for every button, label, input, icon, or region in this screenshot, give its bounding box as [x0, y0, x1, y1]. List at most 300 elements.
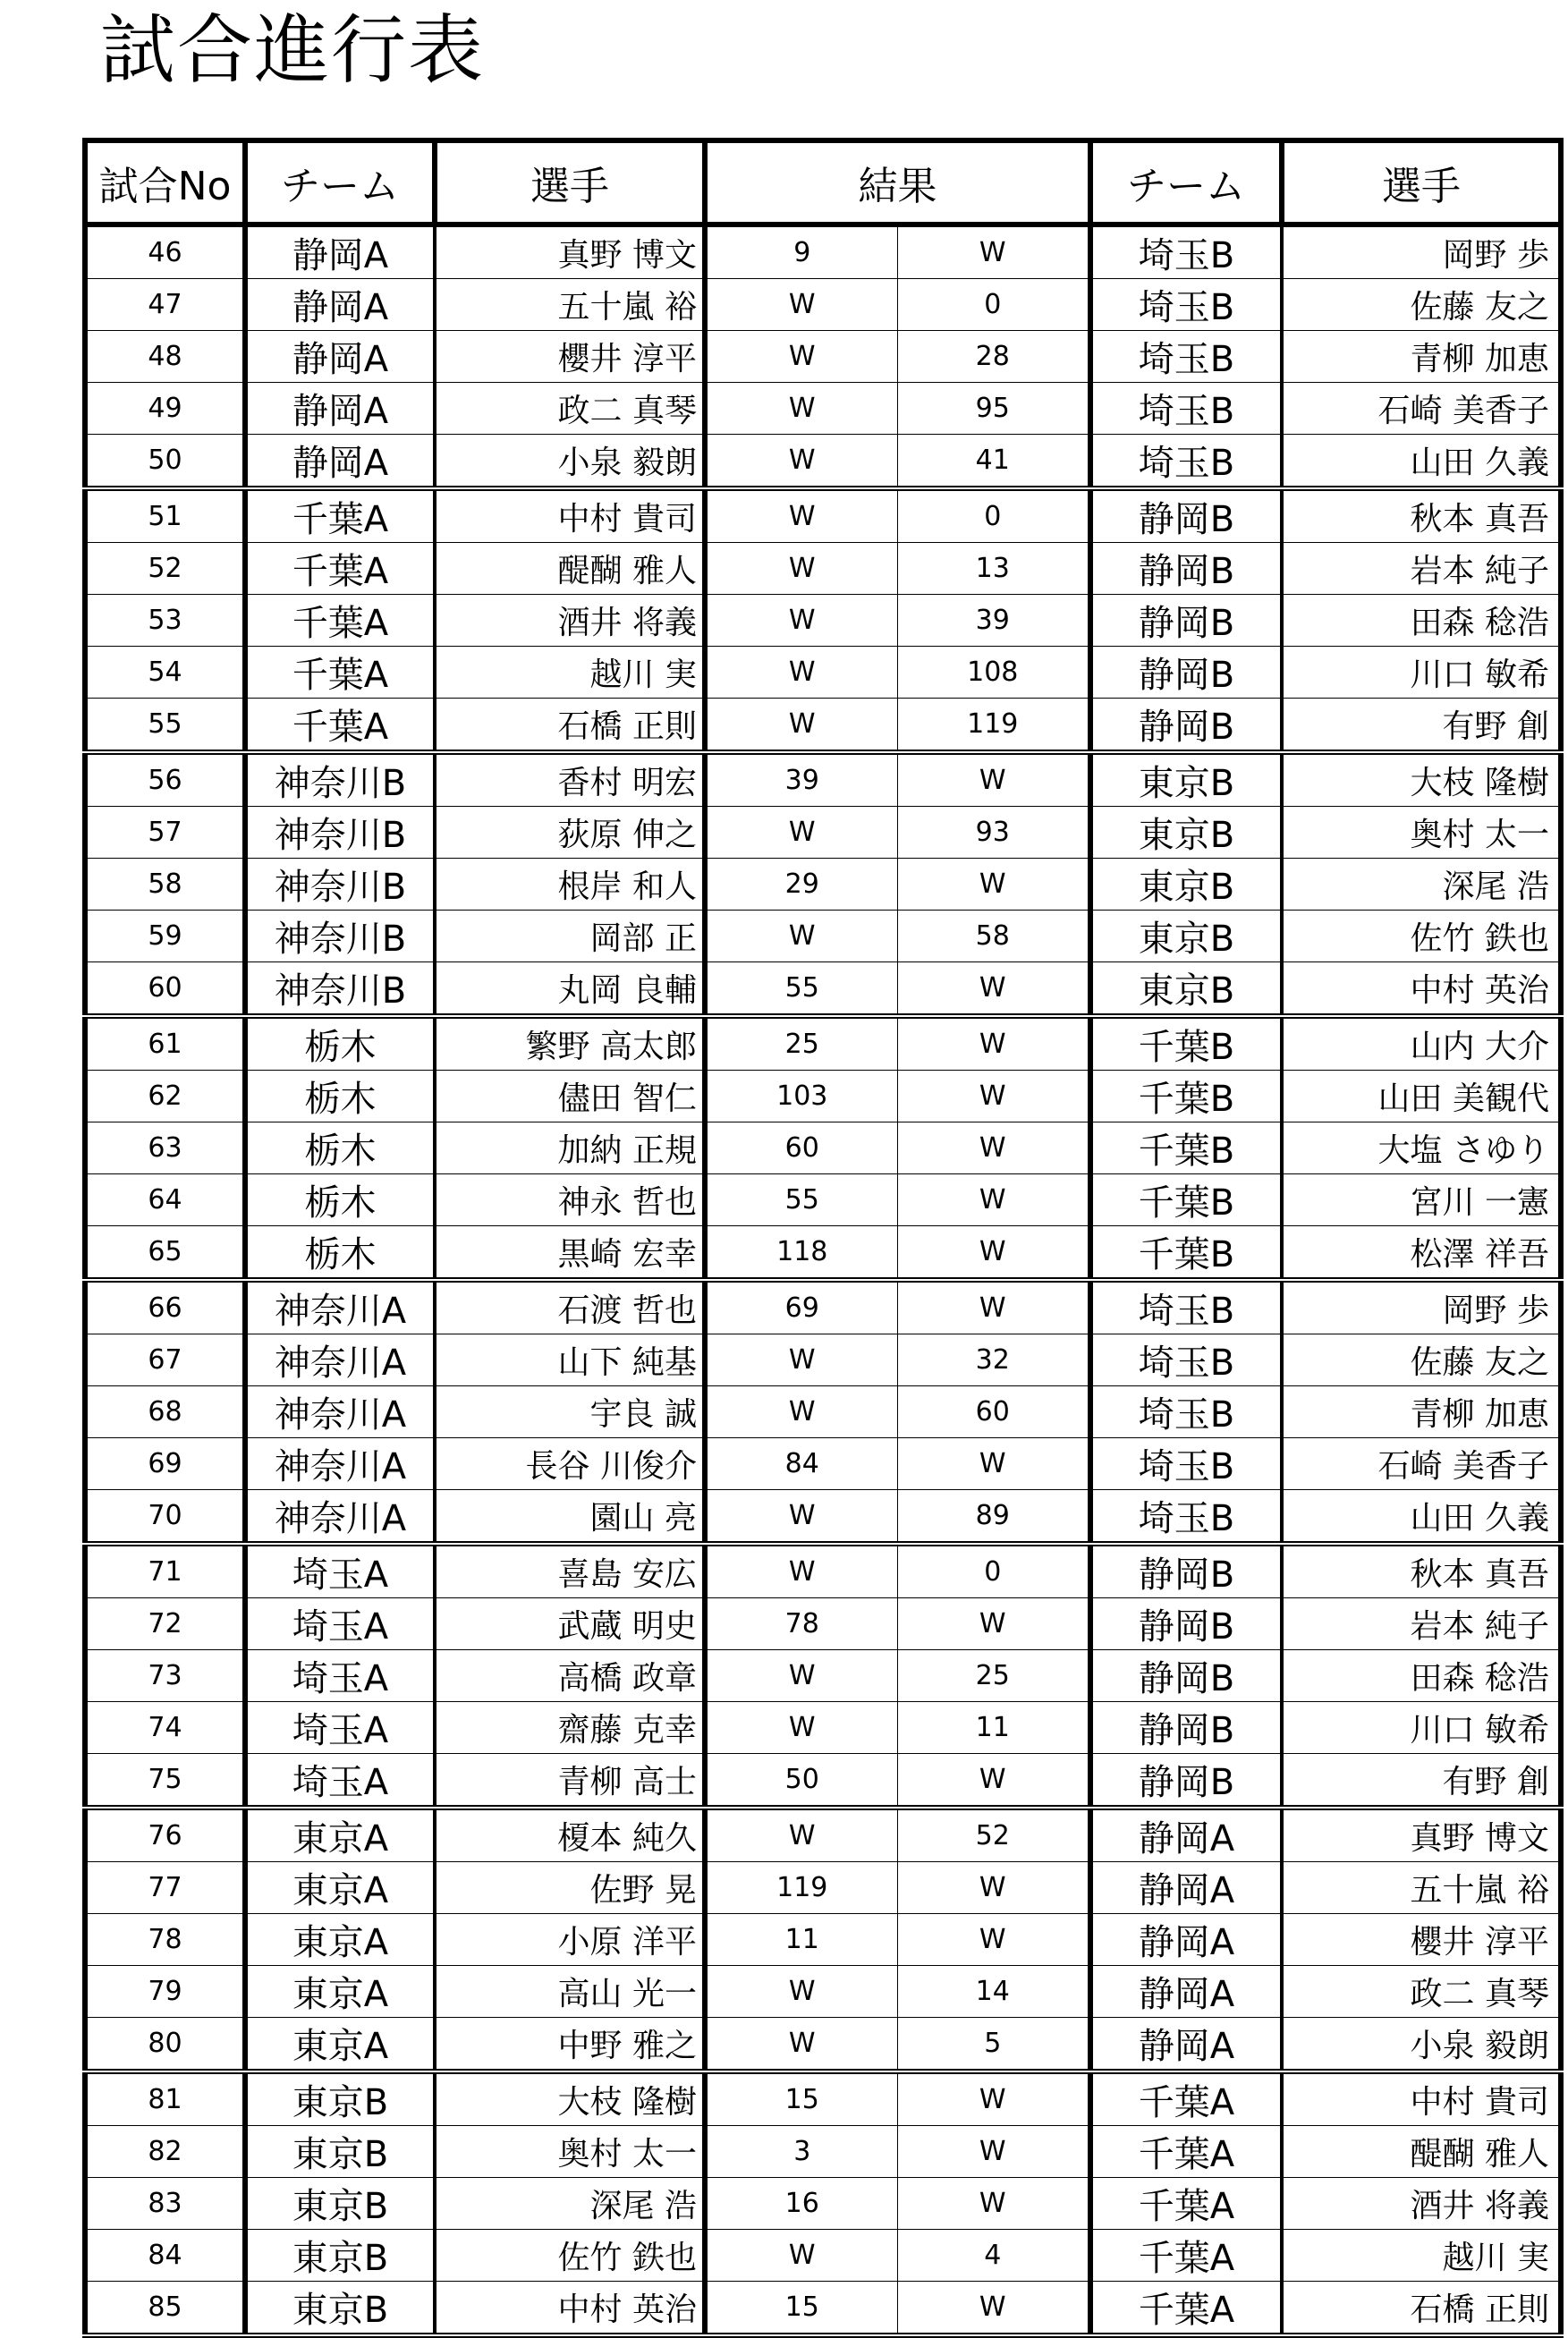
score-a-cell: 118: [705, 1226, 897, 1281]
team-a-cell: 東京A: [245, 1914, 435, 1966]
player-a-cell: 大枝 隆樹: [435, 2071, 705, 2126]
table-row: [85, 2230, 1561, 2282]
match-no-cell: 80: [85, 2018, 245, 2072]
score-a-cell: 29: [705, 859, 897, 911]
match-no-cell: 83: [85, 2178, 245, 2230]
match-no-cell: 73: [85, 1650, 245, 1702]
match-no-cell: 54: [85, 647, 245, 699]
table-row: [85, 435, 1561, 489]
team-b-cell: 静岡A: [1090, 1862, 1282, 1914]
player-a-cell: 山下 純基: [435, 1334, 705, 1386]
team-a-cell: 神奈川B: [245, 911, 435, 962]
player-a-cell: 繁野 高太郎: [435, 1016, 705, 1071]
team-b-cell: 静岡B: [1090, 699, 1282, 753]
player-a-cell: 高橋 政章: [435, 1650, 705, 1702]
table-row: [85, 279, 1561, 331]
player-a-cell: 深尾 浩: [435, 2178, 705, 2230]
match-no-cell: 68: [85, 1386, 245, 1438]
player-b-cell: 真野 博文: [1282, 1808, 1561, 1862]
team-a-cell: 千葉A: [245, 543, 435, 595]
team-b-cell: 千葉A: [1090, 2126, 1282, 2178]
team-a-cell: 東京B: [245, 2230, 435, 2282]
player-b-cell: 松澤 祥吾: [1282, 1226, 1561, 1281]
table-row: [85, 647, 1561, 699]
player-b-cell: 醍醐 雅人: [1282, 2126, 1561, 2178]
team-b-cell: 千葉B: [1090, 1122, 1282, 1174]
table-row: [85, 2071, 1561, 2126]
player-a-cell: 奥村 太一: [435, 2126, 705, 2178]
score-b-cell: 25: [897, 1650, 1090, 1702]
player-a-cell: 儘田 智仁: [435, 1071, 705, 1122]
match-no-cell: 77: [85, 1862, 245, 1914]
player-b-cell: 山田 久義: [1282, 1490, 1561, 1545]
player-b-cell: 佐竹 鉄也: [1282, 911, 1561, 962]
score-b-cell: 52: [897, 1808, 1090, 1862]
player-a-cell: 櫻井 淳平: [435, 331, 705, 383]
player-a-cell: 榎本 純久: [435, 1808, 705, 1862]
table-row: [85, 1280, 1561, 1334]
score-a-cell: 39: [705, 752, 897, 807]
team-a-cell: 神奈川B: [245, 859, 435, 911]
score-a-cell: W: [705, 488, 897, 543]
team-a-cell: 静岡A: [245, 224, 435, 279]
player-a-cell: 高山 光一: [435, 1966, 705, 2018]
score-a-cell: W: [705, 2018, 897, 2072]
team-b-cell: 埼玉B: [1090, 1438, 1282, 1490]
score-b-cell: 28: [897, 331, 1090, 383]
player-a-cell: 中野 雅之: [435, 2018, 705, 2072]
player-b-cell: 政二 真琴: [1282, 1966, 1561, 2018]
score-a-cell: 103: [705, 1071, 897, 1122]
team-b-cell: 千葉B: [1090, 1226, 1282, 1281]
score-a-cell: W: [705, 1334, 897, 1386]
table-row: [85, 2018, 1561, 2072]
table-row: [85, 1071, 1561, 1122]
team-a-cell: 埼玉A: [245, 1544, 435, 1598]
team-a-cell: 神奈川A: [245, 1438, 435, 1490]
team-a-cell: 東京A: [245, 1808, 435, 1862]
score-a-cell: W: [705, 1650, 897, 1702]
table-row: [85, 2126, 1561, 2178]
header-player-a: 選手: [435, 140, 705, 224]
score-b-cell: 58: [897, 911, 1090, 962]
team-a-cell: 東京A: [245, 1966, 435, 2018]
score-b-cell: W: [897, 1016, 1090, 1071]
player-a-cell: 宇良 誠: [435, 1386, 705, 1438]
table-row: [85, 595, 1561, 647]
team-a-cell: 東京B: [245, 2126, 435, 2178]
team-b-cell: 埼玉B: [1090, 224, 1282, 279]
player-b-cell: 秋本 真吾: [1282, 488, 1561, 543]
table-row: [85, 1016, 1561, 1071]
player-b-cell: 岡野 歩: [1282, 1280, 1561, 1334]
score-b-cell: 39: [897, 595, 1090, 647]
table-row: [85, 1386, 1561, 1438]
team-a-cell: 神奈川A: [245, 1490, 435, 1545]
table-row: [85, 1122, 1561, 1174]
player-a-cell: 越川 実: [435, 647, 705, 699]
match-no-cell: 51: [85, 488, 245, 543]
team-b-cell: 埼玉B: [1090, 435, 1282, 489]
team-a-cell: 神奈川B: [245, 807, 435, 859]
score-b-cell: W: [897, 2071, 1090, 2126]
player-a-cell: 長谷 川俊介: [435, 1438, 705, 1490]
score-b-cell: W: [897, 1598, 1090, 1650]
score-b-cell: W: [897, 224, 1090, 279]
score-b-cell: W: [897, 962, 1090, 1017]
score-b-cell: 119: [897, 699, 1090, 753]
match-no-cell: 58: [85, 859, 245, 911]
score-a-cell: 11: [705, 1914, 897, 1966]
team-a-cell: 栃木: [245, 1174, 435, 1226]
team-b-cell: 静岡B: [1090, 543, 1282, 595]
score-a-cell: 50: [705, 1754, 897, 1809]
player-a-cell: 政二 真琴: [435, 383, 705, 435]
player-a-cell: 園山 亮: [435, 1490, 705, 1545]
score-b-cell: 41: [897, 435, 1090, 489]
team-a-cell: 東京B: [245, 2178, 435, 2230]
team-b-cell: 静岡A: [1090, 2018, 1282, 2072]
match-no-cell: 82: [85, 2126, 245, 2178]
match-no-cell: 56: [85, 752, 245, 807]
team-b-cell: 東京B: [1090, 752, 1282, 807]
score-a-cell: W: [705, 1808, 897, 1862]
table-row: [85, 1174, 1561, 1226]
table-row: [85, 859, 1561, 911]
player-b-cell: 川口 敏希: [1282, 1702, 1561, 1754]
player-a-cell: 根岸 和人: [435, 859, 705, 911]
page-title: 試合進行表: [100, 6, 486, 94]
team-a-cell: 埼玉A: [245, 1702, 435, 1754]
score-b-cell: W: [897, 752, 1090, 807]
score-b-cell: W: [897, 859, 1090, 911]
header-result: 結果: [705, 140, 1090, 224]
team-b-cell: 千葉A: [1090, 2230, 1282, 2282]
player-a-cell: 中村 貴司: [435, 488, 705, 543]
score-b-cell: 60: [897, 1386, 1090, 1438]
team-b-cell: 千葉A: [1090, 2178, 1282, 2230]
score-a-cell: 55: [705, 1174, 897, 1226]
score-b-cell: W: [897, 2178, 1090, 2230]
team-b-cell: 静岡B: [1090, 595, 1282, 647]
team-b-cell: 静岡B: [1090, 1544, 1282, 1598]
score-b-cell: 5: [897, 2018, 1090, 2072]
table-row: [85, 1598, 1561, 1650]
match-no-cell: 60: [85, 962, 245, 1017]
team-b-cell: 埼玉B: [1090, 1280, 1282, 1334]
team-a-cell: 神奈川A: [245, 1386, 435, 1438]
score-a-cell: 25: [705, 1016, 897, 1071]
table-row: [85, 1966, 1561, 2018]
table-row: [85, 1702, 1561, 1754]
match-no-cell: 50: [85, 435, 245, 489]
match-no-cell: 52: [85, 543, 245, 595]
team-a-cell: 静岡A: [245, 435, 435, 489]
score-b-cell: W: [897, 1122, 1090, 1174]
team-a-cell: 東京B: [245, 2071, 435, 2126]
match-no-cell: 49: [85, 383, 245, 435]
score-b-cell: 14: [897, 1966, 1090, 2018]
match-no-cell: 62: [85, 1071, 245, 1122]
player-b-cell: 川口 敏希: [1282, 647, 1561, 699]
table-row: [85, 2178, 1561, 2230]
player-a-cell: 神永 哲也: [435, 1174, 705, 1226]
team-a-cell: 栃木: [245, 1122, 435, 1174]
match-no-cell: 81: [85, 2071, 245, 2126]
player-a-cell: 佐野 晃: [435, 1862, 705, 1914]
header-team-b: チーム: [1090, 140, 1282, 224]
table-row: [85, 1808, 1561, 1862]
player-b-cell: 石橋 正則: [1282, 2282, 1561, 2336]
team-a-cell: 東京B: [245, 2282, 435, 2336]
player-b-cell: 中村 英治: [1282, 962, 1561, 1017]
score-b-cell: 11: [897, 1702, 1090, 1754]
table-row: [85, 1226, 1561, 1281]
score-a-cell: 9: [705, 224, 897, 279]
team-b-cell: 千葉A: [1090, 2282, 1282, 2336]
match-no-cell: 71: [85, 1544, 245, 1598]
team-b-cell: 埼玉B: [1090, 1334, 1282, 1386]
score-a-cell: W: [705, 1966, 897, 2018]
player-b-cell: 石崎 美香子: [1282, 1438, 1561, 1490]
score-b-cell: 0: [897, 488, 1090, 543]
score-a-cell: W: [705, 1386, 897, 1438]
match-no-cell: 48: [85, 331, 245, 383]
header-match-no: 試合No: [85, 140, 245, 224]
team-b-cell: 埼玉B: [1090, 1386, 1282, 1438]
team-a-cell: 千葉A: [245, 488, 435, 543]
score-b-cell: 89: [897, 1490, 1090, 1545]
match-no-cell: 57: [85, 807, 245, 859]
header-player-b: 選手: [1282, 140, 1561, 224]
match-no-cell: 76: [85, 1808, 245, 1862]
score-b-cell: 13: [897, 543, 1090, 595]
player-b-cell: 有野 創: [1282, 1754, 1561, 1809]
score-a-cell: W: [705, 279, 897, 331]
team-b-cell: 静岡B: [1090, 1598, 1282, 1650]
score-a-cell: W: [705, 383, 897, 435]
match-no-cell: 70: [85, 1490, 245, 1545]
score-a-cell: 55: [705, 962, 897, 1017]
team-a-cell: 神奈川B: [245, 962, 435, 1017]
match-no-cell: 84: [85, 2230, 245, 2282]
score-a-cell: W: [705, 1544, 897, 1598]
match-no-cell: 74: [85, 1702, 245, 1754]
match-schedule-table: [82, 138, 1564, 2338]
match-no-cell: 65: [85, 1226, 245, 1281]
team-b-cell: 千葉A: [1090, 2071, 1282, 2126]
score-b-cell: W: [897, 1914, 1090, 1966]
table-row: [85, 1490, 1561, 1545]
player-b-cell: 中村 貴司: [1282, 2071, 1561, 2126]
score-a-cell: W: [705, 435, 897, 489]
player-a-cell: 加納 正規: [435, 1122, 705, 1174]
player-b-cell: 五十嵐 裕: [1282, 1862, 1561, 1914]
score-a-cell: W: [705, 595, 897, 647]
team-a-cell: 神奈川A: [245, 1280, 435, 1334]
table-row: [85, 383, 1561, 435]
table-body: [85, 224, 1561, 2335]
score-a-cell: 15: [705, 2282, 897, 2336]
team-a-cell: 静岡A: [245, 331, 435, 383]
match-no-cell: 46: [85, 224, 245, 279]
player-a-cell: 黒崎 宏幸: [435, 1226, 705, 1281]
player-a-cell: 酒井 将義: [435, 595, 705, 647]
score-b-cell: W: [897, 1071, 1090, 1122]
team-a-cell: 千葉A: [245, 647, 435, 699]
score-b-cell: W: [897, 2282, 1090, 2336]
score-a-cell: 15: [705, 2071, 897, 2126]
table-row: [85, 1914, 1561, 1966]
match-no-cell: 79: [85, 1966, 245, 2018]
table-row: [85, 543, 1561, 595]
team-a-cell: 千葉A: [245, 699, 435, 753]
score-a-cell: 119: [705, 1862, 897, 1914]
score-b-cell: 0: [897, 1544, 1090, 1598]
player-b-cell: 青柳 加恵: [1282, 331, 1561, 383]
player-b-cell: 櫻井 淳平: [1282, 1914, 1561, 1966]
player-a-cell: 真野 博文: [435, 224, 705, 279]
score-b-cell: 95: [897, 383, 1090, 435]
table-row: [85, 1650, 1561, 1702]
score-a-cell: W: [705, 543, 897, 595]
score-b-cell: W: [897, 1174, 1090, 1226]
player-b-cell: 岩本 純子: [1282, 1598, 1561, 1650]
player-a-cell: 中村 英治: [435, 2282, 705, 2336]
player-b-cell: 田森 稔浩: [1282, 1650, 1561, 1702]
score-b-cell: W: [897, 1862, 1090, 1914]
player-b-cell: 宮川 一憲: [1282, 1174, 1561, 1226]
table-row: [85, 2282, 1561, 2336]
team-b-cell: 静岡A: [1090, 1914, 1282, 1966]
match-no-cell: 63: [85, 1122, 245, 1174]
score-a-cell: W: [705, 699, 897, 753]
table-row: [85, 699, 1561, 753]
team-b-cell: 埼玉B: [1090, 279, 1282, 331]
match-no-cell: 69: [85, 1438, 245, 1490]
match-no-cell: 72: [85, 1598, 245, 1650]
table-row: [85, 1544, 1561, 1598]
team-a-cell: 埼玉A: [245, 1650, 435, 1702]
team-b-cell: 東京B: [1090, 911, 1282, 962]
player-b-cell: 岩本 純子: [1282, 543, 1561, 595]
team-b-cell: 静岡B: [1090, 1650, 1282, 1702]
team-a-cell: 静岡A: [245, 383, 435, 435]
team-a-cell: 東京A: [245, 2018, 435, 2072]
score-a-cell: W: [705, 2230, 897, 2282]
table-row: [85, 962, 1561, 1017]
team-a-cell: 東京A: [245, 1862, 435, 1914]
player-b-cell: 山田 美観代: [1282, 1071, 1561, 1122]
player-a-cell: 齋藤 克幸: [435, 1702, 705, 1754]
player-a-cell: 五十嵐 裕: [435, 279, 705, 331]
player-b-cell: 秋本 真吾: [1282, 1544, 1561, 1598]
match-no-cell: 53: [85, 595, 245, 647]
score-a-cell: 78: [705, 1598, 897, 1650]
team-b-cell: 静岡A: [1090, 1808, 1282, 1862]
team-b-cell: 静岡B: [1090, 1754, 1282, 1809]
table-row: [85, 488, 1561, 543]
player-a-cell: 石渡 哲也: [435, 1280, 705, 1334]
table-row: [85, 224, 1561, 279]
player-a-cell: 醍醐 雅人: [435, 543, 705, 595]
player-a-cell: 佐竹 鉄也: [435, 2230, 705, 2282]
player-b-cell: 酒井 将義: [1282, 2178, 1561, 2230]
player-a-cell: 小原 洋平: [435, 1914, 705, 1966]
player-b-cell: 佐藤 友之: [1282, 1334, 1561, 1386]
match-no-cell: 75: [85, 1754, 245, 1809]
match-no-cell: 67: [85, 1334, 245, 1386]
player-b-cell: 佐藤 友之: [1282, 279, 1561, 331]
match-no-cell: 59: [85, 911, 245, 962]
match-no-cell: 47: [85, 279, 245, 331]
player-b-cell: 石崎 美香子: [1282, 383, 1561, 435]
table-row: [85, 1334, 1561, 1386]
team-b-cell: 東京B: [1090, 962, 1282, 1017]
player-b-cell: 山内 大介: [1282, 1016, 1561, 1071]
team-a-cell: 栃木: [245, 1226, 435, 1281]
table-row: [85, 911, 1561, 962]
table-row: [85, 1754, 1561, 1809]
team-b-cell: 静岡B: [1090, 647, 1282, 699]
score-a-cell: 16: [705, 2178, 897, 2230]
score-b-cell: W: [897, 2126, 1090, 2178]
team-b-cell: 千葉B: [1090, 1174, 1282, 1226]
team-a-cell: 神奈川B: [245, 752, 435, 807]
team-b-cell: 埼玉B: [1090, 383, 1282, 435]
score-a-cell: W: [705, 911, 897, 962]
team-a-cell: 栃木: [245, 1071, 435, 1122]
player-a-cell: 喜島 安広: [435, 1544, 705, 1598]
player-b-cell: 有野 創: [1282, 699, 1561, 753]
player-b-cell: 山田 久義: [1282, 435, 1561, 489]
match-no-cell: 78: [85, 1914, 245, 1966]
score-a-cell: 60: [705, 1122, 897, 1174]
player-b-cell: 岡野 歩: [1282, 224, 1561, 279]
table-row: [85, 1438, 1561, 1490]
score-b-cell: W: [897, 1226, 1090, 1281]
score-b-cell: 4: [897, 2230, 1090, 2282]
team-b-cell: 静岡A: [1090, 1966, 1282, 2018]
match-no-cell: 61: [85, 1016, 245, 1071]
player-a-cell: 香村 明宏: [435, 752, 705, 807]
team-b-cell: 東京B: [1090, 859, 1282, 911]
table-row: [85, 331, 1561, 383]
team-b-cell: 千葉B: [1090, 1016, 1282, 1071]
player-b-cell: 越川 実: [1282, 2230, 1561, 2282]
team-a-cell: 神奈川A: [245, 1334, 435, 1386]
team-b-cell: 静岡B: [1090, 1702, 1282, 1754]
player-a-cell: 岡部 正: [435, 911, 705, 962]
player-b-cell: 奥村 太一: [1282, 807, 1561, 859]
score-b-cell: 32: [897, 1334, 1090, 1386]
team-b-cell: 埼玉B: [1090, 1490, 1282, 1545]
match-no-cell: 85: [85, 2282, 245, 2336]
team-a-cell: 栃木: [245, 1016, 435, 1071]
header-team-a: チーム: [245, 140, 435, 224]
score-b-cell: 0: [897, 279, 1090, 331]
team-a-cell: 千葉A: [245, 595, 435, 647]
match-no-cell: 66: [85, 1280, 245, 1334]
player-a-cell: 石橋 正則: [435, 699, 705, 753]
header-row: [85, 140, 1561, 224]
score-a-cell: W: [705, 1702, 897, 1754]
player-b-cell: 小泉 毅朗: [1282, 2018, 1561, 2072]
table-row: [85, 1862, 1561, 1914]
team-b-cell: 千葉B: [1090, 1071, 1282, 1122]
match-no-cell: 64: [85, 1174, 245, 1226]
player-a-cell: 丸岡 良輔: [435, 962, 705, 1017]
